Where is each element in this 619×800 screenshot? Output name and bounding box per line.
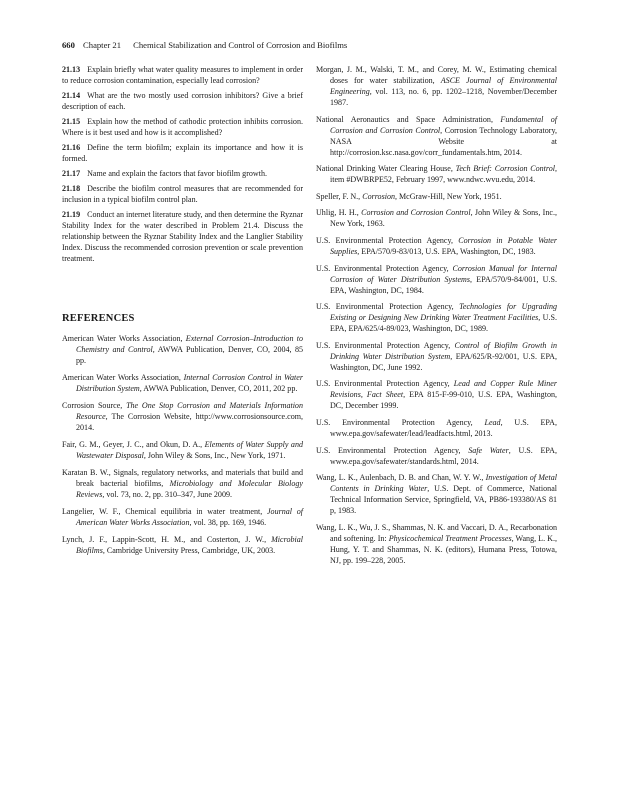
problem-item [62, 116, 303, 138]
chapter-label: Chapter 21 [83, 40, 121, 50]
reference-entry: Uhlig, H. H., Corrosion and Corrosion Control, John Wiley & Sons, Inc., New York, 1963. [316, 208, 557, 229]
problem-item [62, 64, 303, 86]
reference-entry: National Aeronautics and Space Administration, Fundamental of Corrosion and Corrosion Control, Corrosion Technology Laboratory, NASA Website at http://corrosion.ksc.nasa.gov/corr_fundamentals.htm, 2014. [316, 114, 558, 157]
problem-item [62, 90, 303, 112]
reference-entry: U.S. Environmental Protection Agency, Control of Biofilm Growth in Drinking Water Distribution System, EPA/625/R-92/001, U.S. EPA, Washington, DC, June 1992. [316, 340, 557, 372]
problem-number: 21.13 [62, 65, 81, 74]
page-number: 660 [62, 40, 75, 50]
reference-entry: Fair, G. M., Geyer, J. C., and Okun, D. A., Elements of Water Supply and Wastewater Disposal, John Wiley & Sons, Inc., New York, 1971. [62, 440, 303, 460]
reference-entry: U.S. Environmental Protection Agency, Technologies for Upgrading Existing or Designing New Drinking Water Treatment Facilities, U.S. EPA, EPA/625/4-89/023, Washington, DC, 1989. [316, 302, 557, 334]
problem-number: 21.16 [62, 143, 81, 152]
references-heading: REFERENCES [62, 313, 135, 324]
problem-number: 21.19 [62, 210, 81, 219]
problem-text: Explain briefly what water quality measures to implement in order to reduce corrosion contamination, especially lead corrosion? [62, 65, 303, 85]
reference-entry: Wang, L. K., Aulenbach, D. B. and Chan, W. Y. W., Investigation of Metal Contents in Drinking Water, U.S. Dept. of Commerce, National Technical Information Service, Springfield, VA, PB86-193380/AS 81 p, 1983. [316, 473, 558, 516]
problem-number: 21.18 [62, 184, 81, 193]
reference-entry: Wang, L. K., Wu, J. S., Shammas, N. K. and Vaccari, D. A., Recarbonation and softening. In: Physicochemical Treatment Processes, Wang, L. K., Hung, Y. T. and Shammas, N. K. (editors), Humana Press, Totowa, NJ, pp. 199–228, 2005. [316, 522, 557, 565]
reference-entry: U.S. Environmental Protection Agency, Lead, U.S. EPA, www.epa.gov/safewater/lead/leadfacts.html, 2013. [316, 417, 557, 438]
reference-entry: American Water Works Association, External Corrosion–Introduction to Chemistry and Control, AWWA Publication, Denver, CO, 2004, 85 pp. [62, 334, 303, 365]
problem-text: Explain how the method of cathodic protection inhibits corrosion. Where is it best used and how is it accomplished? [62, 117, 303, 137]
running-header [62, 40, 562, 50]
left-column [62, 64, 303, 562]
problem-number: 21.17 [62, 169, 81, 178]
problem-list [62, 64, 303, 264]
problem-item [62, 209, 303, 264]
reference-entry: Lynch, J. F., Lappin-Scott, H. M., and Costerton, J. W., Microbial Biofilms, Cambridge University Press, Cambridge, UK, 2003. [62, 535, 303, 555]
right-column [316, 64, 557, 571]
reference-entry: U.S. Environmental Protection Agency, Corrosion Manual for Internal Corrosion of Water Distribution Systems, EPA/570/9-84/001, U.S. EPA, Washington, DC, 1984. [316, 263, 557, 295]
problem-text: Name and explain the factors that favor biofilm growth. [87, 169, 267, 178]
references-list-left [62, 333, 303, 556]
problem-item [62, 183, 303, 205]
problem-text: Describe the biofilm control measures that are recommended for inclusion in a typical biofilm control plan. [62, 184, 303, 204]
references-list-right [316, 64, 557, 566]
chapter-title: Chemical Stabilization and Control of Corrosion and Biofilms [133, 40, 348, 50]
reference-entry: Corrosion Source, The One Stop Corrosion and Materials Information Resource, The Corrosion Website, http://www.corrosionsource.com, 2014. [62, 401, 303, 432]
problem-number: 21.15 [62, 117, 81, 126]
reference-entry: U.S. Environmental Protection Agency, Corrosion in Potable Water Supplies, EPA/570/9-83/013, U.S. EPA, Washington, DC, 1983. [316, 235, 558, 256]
reference-entry: Langelier, W. F., Chemical equilibria in water treatment, Journal of American Water Works Association, vol. 38, pp. 169, 1946. [62, 507, 303, 527]
problem-item [62, 168, 303, 179]
problem-text: Define the term biofilm; explain its importance and how it is formed. [62, 143, 303, 163]
problem-text: What are the two mostly used corrosion inhibitors? Give a brief description of each. [62, 91, 303, 111]
problem-item [62, 142, 303, 164]
reference-entry: National Drinking Water Clearing House, Tech Brief: Corrosion Control, item #DWBRPE52, February 1997, www.ndwc.wvu.edu, 2014. [316, 164, 557, 185]
problem-number: 21.14 [62, 91, 81, 100]
problem-text: Conduct an internet literature study, and then determine the Ryznar Stability Index for the water described in Problem 21.4. Discuss the relationship between the Ryznar Stability Index and the Langlier Stability Index. Discuss the recommended corrosion prevention or scale prevention treatment. [62, 210, 304, 263]
reference-entry: Karatan B. W., Signals, regulatory networks, and materials that build and break bacterial biofilms, Microbiology and Molecular Biology Reviews, vol. 73, no. 2, pp. 310–347, June 2009. [62, 468, 303, 499]
reference-entry: Speller, F. N., Corrosion, McGraw-Hill, New York, 1951. [316, 191, 502, 201]
reference-entry: American Water Works Association, Internal Corrosion Control in Water Distribution System, AWWA Publication, Denver, CO, 2011, 202 pp. [62, 373, 303, 393]
reference-entry: U.S. Environmental Protection Agency, Lead and Copper Rule Miner Revisions, Fact Sheet, EPA 815-F-99-010, U.S. EPA, Washington, DC, December 1999. [316, 379, 557, 411]
reference-entry: Morgan, J. M., Walski, T. M., and Corey, M. W., Estimating chemical doses for water stabilization, ASCE Journal of Environmental Engineering, vol. 113, no. 6, pp. 1202–1218, November/December 1987. [316, 65, 557, 107]
reference-entry: U.S. Environmental Protection Agency, Safe Water, U.S. EPA, www.epa.gov/safewater/standards.html, 2014. [316, 445, 557, 466]
